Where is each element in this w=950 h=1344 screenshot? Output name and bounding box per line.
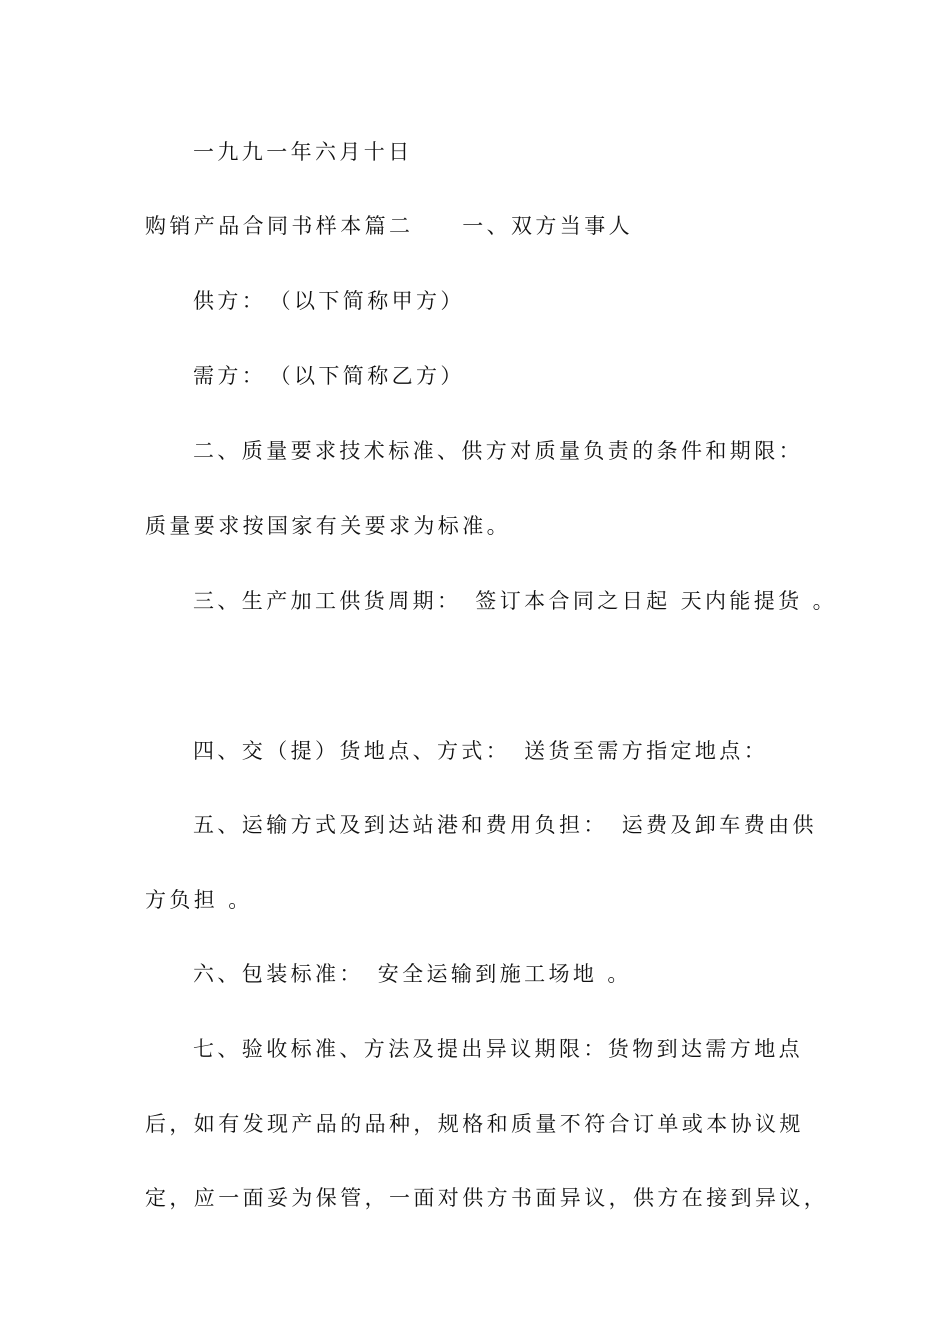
quality-clause-heading: 二、质量要求技术标准、供方对质量负责的条件和期限：	[193, 439, 803, 463]
contract-title-line: 购销产品合同书样本篇二 一、双方当事人	[145, 214, 633, 238]
transport-clause-line-1: 五、运输方式及到达站港和费用负担： 运费及卸车费由供	[193, 813, 817, 837]
acceptance-clause-line-1: 七、验收标准、方法及提出异议期限：货物到达需方地点	[193, 1037, 803, 1061]
supplier-line: 供方： （以下简称甲方）	[193, 289, 465, 313]
quality-clause-text: 质量要求按国家有关要求为标准。	[145, 514, 511, 538]
production-period-clause: 三、生产加工供货周期： 签订本合同之日起 天内能提货 。	[193, 589, 838, 613]
transport-clause-line-2: 方负担 。	[145, 888, 253, 912]
packaging-clause: 六、包装标准： 安全运输到施工场地 。	[193, 962, 632, 986]
buyer-line: 需方： （以下简称乙方）	[193, 364, 465, 388]
acceptance-clause-line-2: 后，如有发现产品的品种，规格和质量不符合订单或本协议规	[145, 1112, 804, 1136]
date-line: 一九九一年六月十日	[193, 140, 413, 164]
delivery-clause: 四、交（提）货地点、方式： 送货至需方指定地点：	[193, 739, 769, 763]
acceptance-clause-line-3: 定，应一面妥为保管，一面对供方书面异议，供方在接到异议，	[145, 1186, 829, 1210]
